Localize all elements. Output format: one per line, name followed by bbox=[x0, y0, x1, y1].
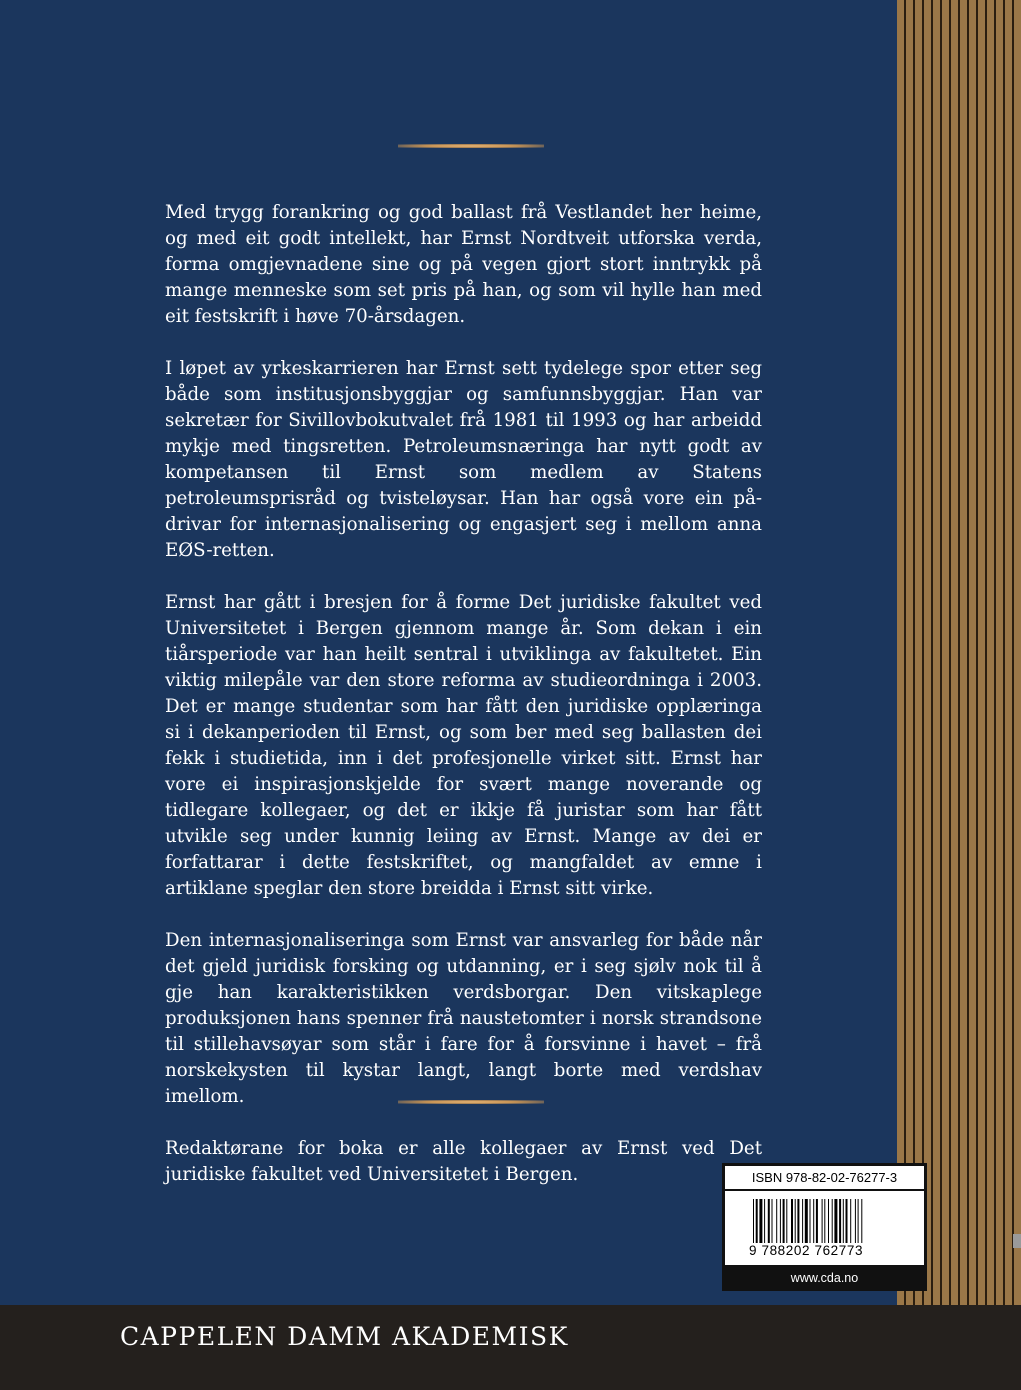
publisher-url: www.cda.no bbox=[725, 1268, 924, 1288]
blurb-paragraph-5: Redaktørane for boka er alle kollegaer av Ernst ved Det juridiske fakultet ved Universitetet i Bergen. bbox=[165, 1138, 762, 1185]
publisher-name: CAPPELEN DAMM AKADEMISK bbox=[120, 1322, 569, 1351]
bottom-ornament bbox=[398, 1100, 544, 1104]
blurb-paragraph-3: Ernst har gått i bresjen for å forme Det juridiske fakultet ved Universitetet i Bergen gjennom mange år. Som dekan i ein tiårsperiode var han heilt sentral i utviklinga av fakultetet. Ein viktig milepåle var den store reforma av studieordninga i 2003. Det er mange studentar som har fått den juridiske opplæringa si i dekanperioden til Ernst, og som ber med seg ballasten dei fekk i studietida, inn i det profesjonelle virket sitt. Ernst har vore ei inspirasjonskjelde for svært mange noverande og tidlegare kollegaer, og det er ikkje få juristar som har fått utvikle seg under kunnig leiing av Ernst. Mange av dei er forfattarar i dette festskriftet, og mangfaldet av emne i artiklane speglar den store breidda i Ernst sitt virke. bbox=[165, 592, 762, 899]
top-ornament bbox=[398, 144, 544, 148]
blurb-text bbox=[165, 200, 762, 1214]
barcode-digits: 9 788202 762773 bbox=[749, 1243, 864, 1258]
edge-tab bbox=[1013, 1234, 1021, 1248]
blurb-paragraph-2: I løpet av yrkeskarrieren har Ernst sett tydelege spor etter seg både som institusjonsbyggjar og samfunnsbyggjar. Han var sekretær for Sivillovbokutvalet frå 1981 til 1993 og har arbeidd mykje med tingsretten. Petroleumsnæringa har nytt godt av kompetansen til Ernst som medlem av Statens petroleumsprisråd og tvisteløysar. Han har også vore ein pådrivar for internasjonalisering og engasjert seg i mellom anna EØS-retten. bbox=[165, 358, 762, 561]
blurb-paragraph-4: Den internasjonaliseringa som Ernst var ansvarleg for både når det gjeld juridisk forsking og utdanning, er i seg sjølv nok til å gje han karakteristikken verdsborgar. Den vitskaplege produksjonen hans spenner frå naustetomter i norsk strandsone til stillehavsøyar som står i fare for å forsvinne i havet – frå norskekysten til kystar langt, langt borte med verdshav imellom. bbox=[165, 930, 762, 1107]
gold-stripe-band bbox=[897, 0, 1021, 1305]
barcode-area bbox=[725, 1191, 924, 1265]
isbn-box bbox=[722, 1163, 927, 1291]
isbn-label: ISBN 978-82-02-76277-3 bbox=[725, 1166, 924, 1189]
barcode-image bbox=[753, 1199, 917, 1243]
blurb-paragraph-1: Med trygg forankring og god ballast frå Vestlandet her heime, og med eit godt intellekt, har Ernst Nordtveit utforska verda, forma omgjevnadene sine og på vegen gjort stort inntrykk på mange menneske som set pris på han, og som vil hylle han med eit festskrift i høve 70-årsdagen. bbox=[165, 202, 762, 327]
